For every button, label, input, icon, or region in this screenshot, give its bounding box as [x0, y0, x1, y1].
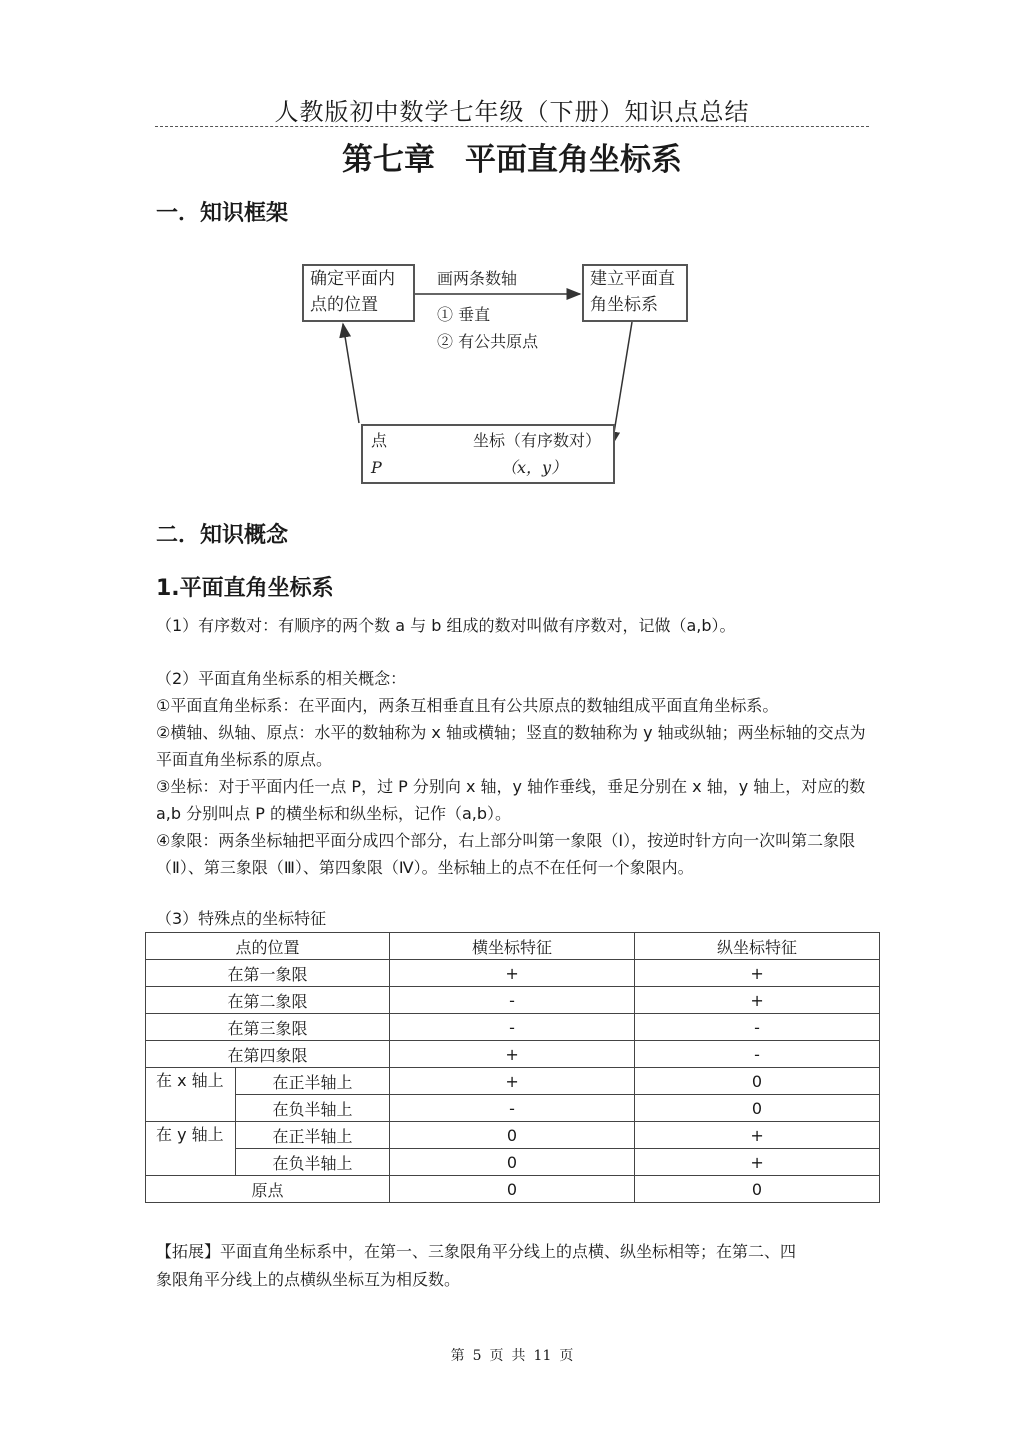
header-y-feature: 纵坐标特征 — [635, 933, 880, 960]
table-row — [146, 1041, 880, 1068]
footer-page-number: 5 — [472, 1348, 482, 1364]
table-row — [146, 1122, 880, 1149]
cell-position: 在第四象限 — [146, 1041, 390, 1068]
table-header-row — [146, 933, 880, 960]
concept-item-axes-origin: ②横轴、纵轴、原点：水平的数轴称为 x 轴或横轴；竖直的数轴称为 y 轴或纵轴；两坐标轴的交点为平面直角坐标系的原点。 — [156, 723, 866, 769]
concept-item-system: ①平面直角坐标系：在平面内，两条互相垂直且有公共原点的数轴组成平面直角坐标系。 — [156, 696, 779, 715]
cell-position: 原点 — [146, 1176, 390, 1203]
concept-item-coordinates: ③坐标：对于平面内任一点 P，过 P 分别向 x 轴，y 轴作垂线，垂足分别在 x 轴，y 轴上，对应的数 a,b 分别叫点 P 的横坐标和纵坐标，记作（a,b）。 — [156, 777, 866, 823]
arrow-label-common-origin: ② 有公共原点 — [437, 332, 539, 351]
cell-x-sign: - — [390, 1014, 635, 1041]
footer-total-pages: 11 — [533, 1348, 552, 1364]
chapter-name: 平面直角坐标系 — [465, 142, 682, 178]
chapter-title — [0, 134, 1024, 179]
arrow-point-to-position — [343, 324, 359, 423]
cell-position: 在第一象限 — [146, 960, 390, 987]
paragraph-extension — [156, 1238, 872, 1294]
extension-line1: 【拓展】平面直角坐标系中，在第一、三象限角平分线上的点横、纵坐标相等；在第二、四 — [156, 1242, 797, 1261]
table-row — [146, 987, 880, 1014]
topic-heading-coordinate-system: 1.平面直角坐标系 — [156, 576, 334, 601]
bottom-coordinate-variable: （x，y） — [501, 458, 568, 477]
footer-di: 第 — [450, 1348, 465, 1364]
box-system-line1: 建立平面直 — [590, 269, 675, 289]
footer-ye: 页 — [489, 1348, 504, 1364]
arrow-label-draw-two-axes: 画两条数轴 — [437, 269, 518, 288]
extension-line2: 象限角平分线上的点横纵坐标互为相反数。 — [156, 1270, 461, 1289]
cell-x-sign: 0 — [390, 1176, 635, 1203]
cell-x-sign: - — [390, 987, 635, 1014]
box-point-and-coordinates — [361, 424, 615, 484]
cell-x-sign: + — [390, 1041, 635, 1068]
box-system-line2: 角坐标系 — [590, 295, 658, 315]
cell-position: 在第三象限 — [146, 1014, 390, 1041]
page-header-title: 人教版初中数学七年级（下册）知识点总结 — [274, 98, 750, 126]
cell-y-sign: - — [635, 1014, 880, 1041]
table-row — [146, 1014, 880, 1041]
cell-position: 在负半轴上 — [236, 1149, 390, 1176]
table-row — [146, 1095, 880, 1122]
cell-x-sign: - — [390, 1095, 635, 1122]
cell-position: 在负半轴上 — [236, 1095, 390, 1122]
section-heading-framework: 一．知识框架 — [156, 201, 289, 226]
cell-y-sign: 0 — [635, 1068, 880, 1095]
header-x-feature: 横坐标特征 — [390, 933, 635, 960]
cell-y-sign: - — [635, 1041, 880, 1068]
table-row — [146, 1149, 880, 1176]
box-position-line2: 点的位置 — [310, 295, 378, 315]
concept-item-quadrants: ④象限：两条坐标轴把平面分成四个部分，右上部分叫第一象限（Ⅰ），按逆时针方向一次叫第二象限（Ⅱ）、第三象限（Ⅲ）、第四象限（Ⅳ）。坐标轴上的点不在任何一个象限内。 — [156, 831, 856, 877]
bottom-point-label: 点 — [371, 431, 388, 450]
cell-x-sign: + — [390, 1068, 635, 1095]
paragraph-ordered-pair: （1）有序数对：有顺序的两个数 a 与 b 组成的数对叫做有序数对，记做（a,b）。 — [156, 616, 736, 635]
chapter-number: 第七章 — [342, 142, 435, 178]
cell-y-sign: + — [635, 1149, 880, 1176]
table-caption-special-points: （3）特殊点的坐标特征 — [156, 909, 327, 928]
cell-position: 在正半轴上 — [236, 1122, 390, 1149]
cell-axis-group-x: 在 x 轴上 — [146, 1068, 236, 1122]
footer-gong: 共 — [511, 1348, 526, 1364]
special-points-table — [145, 932, 880, 1203]
arrow-label-perpendicular: ① 垂直 — [437, 305, 491, 324]
cell-position: 在第二象限 — [146, 987, 390, 1014]
cell-x-sign: 0 — [390, 1122, 635, 1149]
bottom-point-variable: P — [371, 458, 382, 477]
cell-x-sign: 0 — [390, 1149, 635, 1176]
box-determine-point-position — [302, 264, 415, 322]
header-divider — [155, 126, 869, 127]
cell-axis-group-y: 在 y 轴上 — [146, 1122, 236, 1176]
concepts-title: （2）平面直角坐标系的相关概念： — [156, 669, 407, 688]
cell-y-sign: 0 — [635, 1095, 880, 1122]
table-row — [146, 1176, 880, 1203]
box-position-line1: 确定平面内 — [310, 269, 395, 289]
page-footer — [0, 1345, 1024, 1365]
paragraph-related-concepts — [156, 665, 872, 881]
section-heading-concepts: 二．知识概念 — [156, 523, 289, 548]
cell-y-sign: + — [635, 960, 880, 987]
header-position: 点的位置 — [146, 933, 390, 960]
cell-y-sign: + — [635, 1122, 880, 1149]
box-build-coordinate-system — [582, 264, 688, 322]
table-row — [146, 1068, 880, 1095]
cell-position: 在正半轴上 — [236, 1068, 390, 1095]
bottom-coordinate-label: 坐标（有序数对） — [473, 431, 602, 450]
footer-ye2: 页 — [559, 1348, 574, 1364]
cell-y-sign: 0 — [635, 1176, 880, 1203]
table-row — [146, 960, 880, 987]
cell-x-sign: + — [390, 960, 635, 987]
arrow-system-to-coordinate — [612, 322, 632, 445]
cell-y-sign: + — [635, 987, 880, 1014]
